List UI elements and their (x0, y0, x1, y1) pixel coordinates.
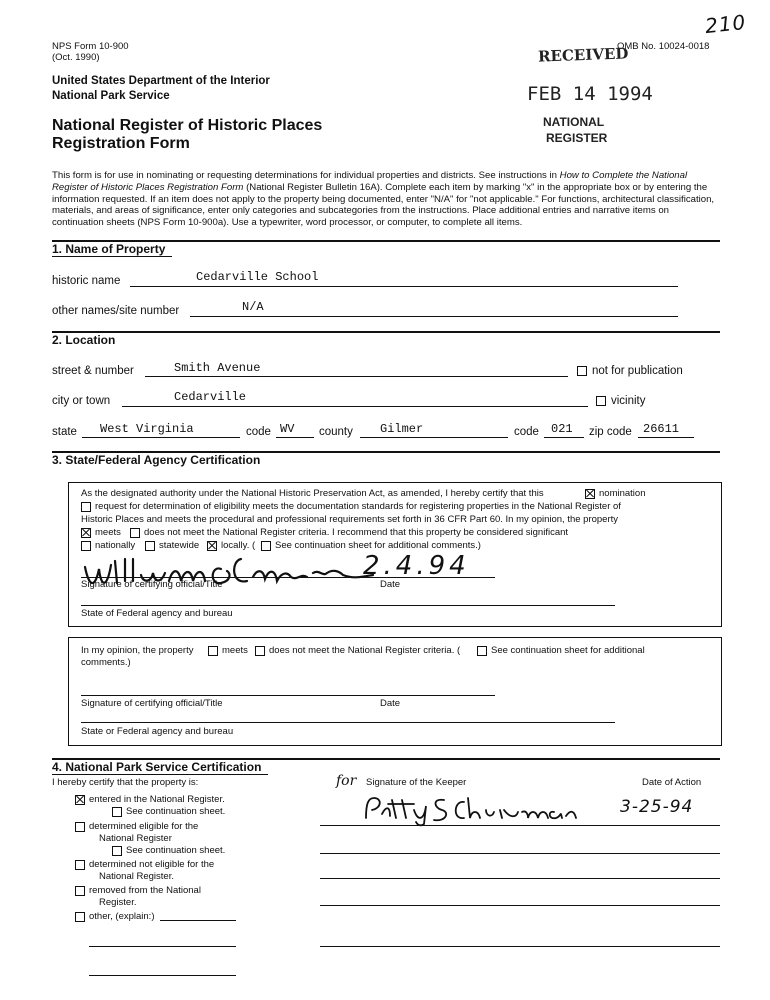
street-line (145, 376, 568, 377)
zip-label: zip code (589, 426, 632, 438)
street-value[interactable]: Smith Avenue (174, 361, 261, 375)
opinion-meets-label: meets (222, 645, 248, 656)
cert-line3: Historic Places and meets the procedural and professional requirements set forth in 36 CFR Part 60. In my opinion, the property (81, 514, 619, 525)
county-code-label: code (514, 426, 539, 438)
does-not-meet-label: does not meet the National Register criteria. I recommend that this property be considered significant (144, 527, 569, 538)
see-continuation-label: See continuation sheet for additional comments.) (275, 540, 481, 551)
entered-checkbox[interactable] (75, 795, 85, 805)
zip-line (638, 437, 694, 438)
opinion-does-not-meet-label: does not meet the National Register criteria. ( (269, 645, 461, 656)
entered-continuation-checkbox[interactable] (112, 807, 122, 817)
historic-name-value[interactable]: Cedarville School (196, 270, 319, 284)
county-label: county (319, 426, 353, 438)
city-label: city or town (52, 395, 111, 407)
opinion-signature-label: Signature of certifying official/Title (81, 698, 223, 709)
opinion-comments-label: comments.) (81, 657, 131, 668)
vicinity-checkbox[interactable] (596, 396, 606, 406)
section2-title: 2. Location (52, 333, 116, 347)
city-value[interactable]: Cedarville (174, 390, 247, 404)
historic-name-line (130, 286, 678, 287)
section4-title-underline (52, 774, 268, 775)
stamp-register: REGISTER (546, 131, 608, 145)
statewide-label: statewide (159, 540, 200, 551)
determined-eligible-checkbox[interactable] (75, 822, 85, 832)
cert-signature-label: Signature of certifying official/Title (81, 579, 223, 590)
other-explain-line (160, 920, 236, 921)
vicinity-label: vicinity (611, 395, 646, 407)
not-eligible-label: determined not eligible for the (89, 859, 215, 870)
eligible-continuation-label: See continuation sheet. (126, 845, 226, 856)
opinion-text: In my opinion, the property (81, 645, 194, 656)
state-label: state (52, 426, 77, 438)
county-code-line (544, 437, 584, 438)
cert-agency-label: State of Federal agency and bureau (81, 608, 233, 619)
keeper-line-3 (320, 878, 720, 879)
opinion-date-label: Date (380, 698, 401, 709)
city-line (122, 406, 588, 407)
stamp-national: NATIONAL (543, 115, 605, 129)
determined-eligible-label2: National Register (99, 833, 172, 844)
state-value[interactable]: West Virginia (100, 422, 194, 436)
certification-handwritten-date: 2.4.94 (363, 551, 470, 581)
request-determination-checkbox[interactable] (81, 502, 91, 512)
form-title-line2: Registration Form (52, 135, 190, 152)
instructions-text-cont: (National Register Bulletin 16A). Complete each item by marking "x" in the appropriate box or by entering the information requested. If an item does not apply to the property being documented, enter "N/A" for "not applicable." For functions, architectural classification, materials, and areas of significance, enter only categories and subcategories from the instructions. Place additional entries and narrative items on continuation sheets (NPS Form 10-900a). Use a typewriter, word processor, or computer, to complete all items. (52, 181, 715, 229)
omb-number: OMB No. 10024-0018 (617, 41, 710, 52)
locally-label: locally. ( (221, 540, 256, 551)
removed-checkbox[interactable] (75, 886, 85, 896)
keeper-signature (360, 792, 580, 826)
nationally-label: nationally (95, 540, 136, 551)
stamp-received: RECEIVED (537, 44, 629, 66)
keeper-line-1 (320, 825, 720, 826)
section3-title: 3. State/Federal Agency Certification (52, 453, 261, 467)
keeper-signature-label: Signature of the Keeper (366, 777, 467, 788)
keeper-line-4 (320, 905, 720, 906)
cert-agency-line (81, 605, 615, 606)
opinion-see-continuation-checkbox[interactable] (477, 646, 487, 656)
instructions-bulletin-title: How to Complete the National Register of Historic Places Registration Form (52, 170, 688, 193)
other-names-label: other names/site number (52, 305, 180, 317)
other-names-value[interactable]: N/A (242, 300, 264, 314)
handwritten-record-number: 210 (703, 9, 748, 39)
section4-title: 4. National Park Service Certification (52, 760, 262, 774)
section1-title-underline (52, 256, 172, 257)
other-checkbox[interactable] (75, 912, 85, 922)
form-date: (Oct. 1990) (52, 52, 100, 63)
cert-signature-line (81, 577, 495, 578)
other-names-line (190, 316, 678, 317)
other-label: other, (explain:) (89, 911, 155, 922)
keeper-action-date: 3-25-94 (620, 797, 694, 817)
eligible-continuation-checkbox[interactable] (112, 846, 122, 856)
opinion-meets-checkbox[interactable] (208, 646, 218, 656)
state-line (82, 437, 240, 438)
not-for-publication-label: not for publication (592, 365, 683, 377)
not-eligible-checkbox[interactable] (75, 860, 85, 870)
opinion-see-continuation-label: See continuation sheet for additional (491, 645, 645, 656)
opinion-agency-line (81, 722, 615, 723)
service-name: National Park Service (52, 90, 170, 102)
stamp-date: FEB 14 1994 (527, 83, 653, 105)
not-for-publication-checkbox[interactable] (577, 366, 587, 376)
opinion-does-not-meet-checkbox[interactable] (255, 646, 265, 656)
state-code-label: code (246, 426, 271, 438)
does-not-meet-checkbox[interactable] (130, 528, 140, 538)
cert-line1: As the designated authority under the National Historic Preservation Act, as amended, I hereby certify that this (81, 488, 544, 499)
instructions-text: This form is for use in nominating or requesting determinations for individual properties and districts. See instructions in (52, 170, 560, 181)
county-line (360, 437, 508, 438)
opinion-signature-line (81, 695, 495, 696)
removed-label: removed from the National (89, 885, 201, 896)
determined-eligible-label: determined eligible for the (89, 821, 199, 832)
cert-date-label: Date (380, 579, 401, 590)
keeper-line-5 (320, 946, 720, 947)
keeper-initials: for (336, 773, 357, 789)
county-value[interactable]: Gilmer (380, 422, 424, 436)
entered-label: entered in the National Register. (89, 794, 225, 805)
other-explain-line-2 (89, 946, 236, 947)
meets-label: meets (95, 527, 121, 538)
nomination-label: nomination (599, 488, 646, 499)
form-number: NPS Form 10-900 (52, 41, 129, 52)
opinion-box (68, 637, 722, 746)
state-code-line (276, 437, 314, 438)
keeper-line-2 (320, 853, 720, 854)
other-explain-line-3 (89, 975, 236, 976)
state-certification-box (68, 482, 722, 627)
entered-continuation-label: See continuation sheet. (126, 806, 226, 817)
county-code-value[interactable]: 021 (551, 422, 573, 436)
form-title-line1: National Register of Historic Places (52, 117, 323, 134)
zip-value[interactable]: 26611 (643, 422, 680, 436)
street-label: street & number (52, 365, 134, 377)
instructions-paragraph (52, 170, 720, 229)
department-name: United States Department of the Interior (52, 75, 270, 87)
removed-label2: Register. (99, 897, 137, 908)
state-code-value[interactable]: WV (280, 422, 295, 436)
section1-title: 1. Name of Property (52, 242, 166, 256)
section2-rule (52, 331, 720, 333)
date-of-action-label: Date of Action (642, 777, 702, 788)
not-eligible-label2: National Register. (99, 871, 174, 882)
cert-line2: request for determination of eligibility meets the documentation standards for registering properties in the National Register of (95, 501, 621, 512)
nps-cert-intro: I hereby certify that the property is: (52, 777, 199, 788)
historic-name-label: historic name (52, 275, 121, 287)
meets-checkbox[interactable] (81, 528, 91, 538)
nomination-checkbox[interactable] (585, 489, 595, 499)
opinion-agency-label: State or Federal agency and bureau (81, 726, 234, 737)
